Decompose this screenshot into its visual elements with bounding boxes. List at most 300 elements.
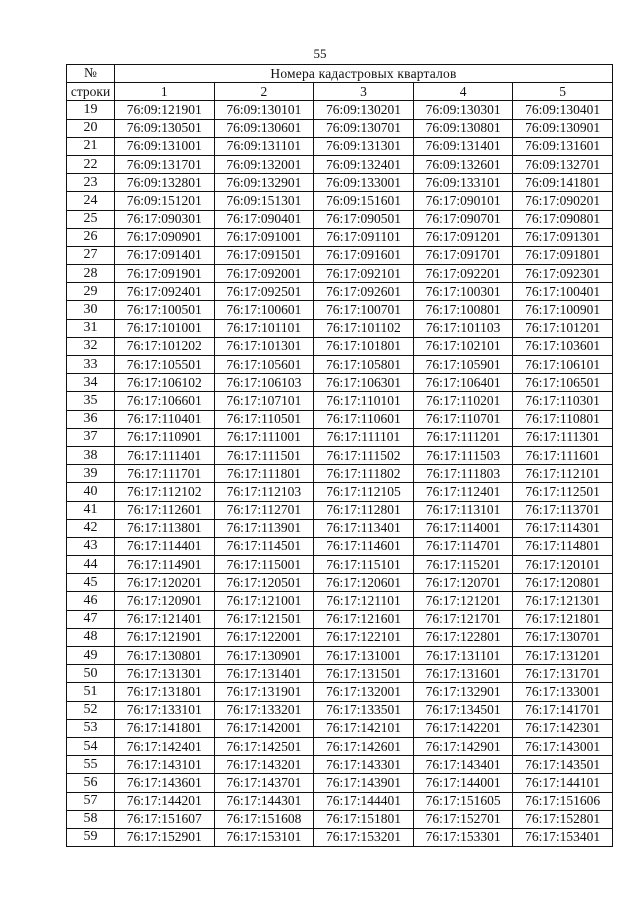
cadastral-numbers-header: Номера кадастровых кварталов	[115, 65, 613, 83]
cadastral-number-cell: 76:17:090501	[314, 210, 414, 228]
row-number-cell: 47	[67, 610, 115, 628]
cadastral-number-cell: 76:17:110901	[115, 428, 215, 446]
row-number-cell: 55	[67, 756, 115, 774]
cadastral-number-cell: 76:17:092101	[314, 265, 414, 283]
cadastral-number-cell: 76:17:111801	[214, 465, 314, 483]
cadastral-number-cell: 76:17:120901	[115, 592, 215, 610]
column-header: 1	[115, 83, 215, 101]
cadastral-number-cell: 76:17:091201	[413, 228, 513, 246]
cadastral-quarters-table	[66, 64, 613, 847]
cadastral-number-cell: 76:17:142201	[413, 719, 513, 737]
table-row	[67, 537, 613, 555]
cadastral-number-cell: 76:09:133001	[314, 174, 414, 192]
cadastral-number-cell: 76:17:142001	[214, 719, 314, 737]
cadastral-number-cell: 76:17:143601	[115, 774, 215, 792]
cadastral-number-cell: 76:17:143001	[513, 737, 613, 755]
cadastral-number-cell: 76:17:114301	[513, 519, 613, 537]
cadastral-number-cell: 76:17:101001	[115, 319, 215, 337]
row-number-cell: 46	[67, 592, 115, 610]
cadastral-number-cell: 76:17:114001	[413, 519, 513, 537]
table-row	[67, 774, 613, 792]
cadastral-number-cell: 76:17:101103	[413, 319, 513, 337]
cadastral-number-cell: 76:17:112101	[513, 465, 613, 483]
cadastral-number-cell: 76:17:121701	[413, 610, 513, 628]
row-number-cell: 38	[67, 446, 115, 464]
cadastral-number-cell: 76:17:112102	[115, 483, 215, 501]
cadastral-number-cell: 76:17:131601	[413, 665, 513, 683]
row-number-cell: 31	[67, 319, 115, 337]
table-row	[67, 283, 613, 301]
cadastral-number-cell: 76:09:130401	[513, 101, 613, 119]
cadastral-number-cell: 76:17:130901	[214, 647, 314, 665]
cadastral-number-cell: 76:17:092601	[314, 283, 414, 301]
cadastral-number-cell: 76:17:151801	[314, 810, 414, 828]
row-number-cell: 33	[67, 356, 115, 374]
cadastral-number-cell: 76:17:143101	[115, 756, 215, 774]
cadastral-number-cell: 76:17:143201	[214, 756, 314, 774]
cadastral-number-cell: 76:17:133001	[513, 683, 613, 701]
cadastral-number-cell: 76:17:114501	[214, 537, 314, 555]
row-number-cell: 29	[67, 283, 115, 301]
cadastral-number-cell: 76:17:151608	[214, 810, 314, 828]
table-header	[67, 65, 613, 101]
row-number-cell: 32	[67, 337, 115, 355]
row-number-cell: 20	[67, 119, 115, 137]
cadastral-number-cell: 76:09:151601	[314, 192, 414, 210]
cadastral-number-cell: 76:17:106103	[214, 374, 314, 392]
row-number-cell: 24	[67, 192, 115, 210]
cadastral-number-cell: 76:17:130801	[115, 647, 215, 665]
cadastral-number-cell: 76:17:153301	[413, 828, 513, 846]
row-number-cell: 53	[67, 719, 115, 737]
table-row	[67, 628, 613, 646]
table-row	[67, 410, 613, 428]
cadastral-number-cell: 76:17:143401	[413, 756, 513, 774]
cadastral-number-cell: 76:17:111601	[513, 446, 613, 464]
cadastral-number-cell: 76:09:130701	[314, 119, 414, 137]
cadastral-number-cell: 76:17:131201	[513, 647, 613, 665]
cadastral-number-cell: 76:17:132901	[413, 683, 513, 701]
cadastral-number-cell: 76:17:092001	[214, 265, 314, 283]
cadastral-number-cell: 76:17:121301	[513, 592, 613, 610]
cadastral-number-cell: 76:17:114601	[314, 537, 414, 555]
cadastral-number-cell: 76:17:120201	[115, 574, 215, 592]
cadastral-number-cell: 76:17:112401	[413, 483, 513, 501]
table-row	[67, 192, 613, 210]
cadastral-number-cell: 76:09:131401	[413, 137, 513, 155]
row-number-cell: 50	[67, 665, 115, 683]
table-row	[67, 301, 613, 319]
cadastral-number-cell: 76:17:110601	[314, 410, 414, 428]
cadastral-number-cell: 76:09:132701	[513, 155, 613, 173]
cadastral-number-cell: 76:17:131701	[513, 665, 613, 683]
cadastral-number-cell: 76:17:111301	[513, 428, 613, 446]
cadastral-number-cell: 76:09:130901	[513, 119, 613, 137]
cadastral-number-cell: 76:17:111803	[413, 465, 513, 483]
cadastral-number-cell: 76:17:113901	[214, 519, 314, 537]
row-number-cell: 43	[67, 537, 115, 555]
table-row	[67, 719, 613, 737]
cadastral-number-cell: 76:17:120601	[314, 574, 414, 592]
row-number-cell: 42	[67, 519, 115, 537]
cadastral-number-cell: 76:17:144201	[115, 792, 215, 810]
cadastral-number-cell: 76:09:130101	[214, 101, 314, 119]
table-row	[67, 556, 613, 574]
row-number-cell: 51	[67, 683, 115, 701]
table-row	[67, 483, 613, 501]
table-row	[67, 501, 613, 519]
cadastral-number-cell: 76:17:090401	[214, 210, 314, 228]
cadastral-number-cell: 76:17:092301	[513, 265, 613, 283]
cadastral-number-cell: 76:17:121801	[513, 610, 613, 628]
cadastral-number-cell: 76:09:131001	[115, 137, 215, 155]
table-row	[67, 828, 613, 846]
table-row	[67, 174, 613, 192]
cadastral-number-cell: 76:09:151301	[214, 192, 314, 210]
cadastral-number-cell: 76:09:130201	[314, 101, 414, 119]
table-row	[67, 137, 613, 155]
cadastral-number-cell: 76:17:142301	[513, 719, 613, 737]
cadastral-number-cell: 76:17:110501	[214, 410, 314, 428]
cadastral-number-cell: 76:17:121501	[214, 610, 314, 628]
cadastral-number-cell: 76:17:110401	[115, 410, 215, 428]
table-row	[67, 392, 613, 410]
cadastral-number-cell: 76:17:151606	[513, 792, 613, 810]
row-number-cell: 23	[67, 174, 115, 192]
cadastral-number-cell: 76:17:121001	[214, 592, 314, 610]
cadastral-number-cell: 76:17:105901	[413, 356, 513, 374]
table-row	[67, 428, 613, 446]
table-row	[67, 374, 613, 392]
cadastral-number-cell: 76:17:110801	[513, 410, 613, 428]
cadastral-number-cell: 76:17:143501	[513, 756, 613, 774]
row-number-cell: 21	[67, 137, 115, 155]
cadastral-number-cell: 76:17:143701	[214, 774, 314, 792]
cadastral-number-cell: 76:17:111201	[413, 428, 513, 446]
cadastral-number-cell: 76:17:114701	[413, 537, 513, 555]
row-number-cell: 25	[67, 210, 115, 228]
cadastral-number-cell: 76:17:122801	[413, 628, 513, 646]
cadastral-number-cell: 76:17:100601	[214, 301, 314, 319]
cadastral-number-cell: 76:17:106102	[115, 374, 215, 392]
table-row	[67, 228, 613, 246]
cadastral-number-cell: 76:17:133501	[314, 701, 414, 719]
cadastral-number-cell: 76:17:090101	[413, 192, 513, 210]
table-row	[67, 337, 613, 355]
cadastral-number-cell: 76:17:112105	[314, 483, 414, 501]
cadastral-number-cell: 76:09:132801	[115, 174, 215, 192]
cadastral-number-cell: 76:17:101202	[115, 337, 215, 355]
cadastral-number-cell: 76:17:141701	[513, 701, 613, 719]
cadastral-number-cell: 76:17:111503	[413, 446, 513, 464]
row-number-cell: 45	[67, 574, 115, 592]
cadastral-number-cell: 76:09:132001	[214, 155, 314, 173]
cadastral-number-cell: 76:09:132401	[314, 155, 414, 173]
row-number-cell: 19	[67, 101, 115, 119]
cadastral-number-cell: 76:17:131101	[413, 647, 513, 665]
cadastral-number-cell: 76:17:115101	[314, 556, 414, 574]
cadastral-number-cell: 76:17:111802	[314, 465, 414, 483]
cadastral-number-cell: 76:17:111001	[214, 428, 314, 446]
cadastral-number-cell: 76:17:144401	[314, 792, 414, 810]
cadastral-number-cell: 76:17:121201	[413, 592, 513, 610]
cadastral-number-cell: 76:17:144101	[513, 774, 613, 792]
table-row	[67, 210, 613, 228]
table-row	[67, 574, 613, 592]
table-row	[67, 592, 613, 610]
cadastral-number-cell: 76:17:106401	[413, 374, 513, 392]
cadastral-number-cell: 76:17:121401	[115, 610, 215, 628]
cadastral-number-cell: 76:17:091801	[513, 246, 613, 264]
cadastral-number-cell: 76:17:142901	[413, 737, 513, 755]
row-number-cell: 52	[67, 701, 115, 719]
cadastral-number-cell: 76:17:142101	[314, 719, 414, 737]
row-number-cell: 37	[67, 428, 115, 446]
table-row	[67, 810, 613, 828]
cadastral-number-cell: 76:17:105501	[115, 356, 215, 374]
cadastral-number-cell: 76:17:090701	[413, 210, 513, 228]
cadastral-number-cell: 76:17:120701	[413, 574, 513, 592]
cadastral-number-cell: 76:17:112801	[314, 501, 414, 519]
cadastral-number-cell: 76:17:142401	[115, 737, 215, 755]
cadastral-number-cell: 76:17:091601	[314, 246, 414, 264]
page-number: 55	[313, 46, 327, 61]
cadastral-number-cell: 76:17:101102	[314, 319, 414, 337]
row-number-cell: 35	[67, 392, 115, 410]
cadastral-number-cell: 76:17:121601	[314, 610, 414, 628]
row-number-cell: 30	[67, 301, 115, 319]
column-header: 4	[413, 83, 513, 101]
cadastral-number-cell: 76:17:131501	[314, 665, 414, 683]
cadastral-number-cell: 76:17:111501	[214, 446, 314, 464]
row-number-cell: 34	[67, 374, 115, 392]
table-row	[67, 610, 613, 628]
cadastral-number-cell: 76:17:113701	[513, 501, 613, 519]
header-row-bottom	[67, 83, 613, 101]
table-row	[67, 792, 613, 810]
cadastral-number-cell: 76:17:110701	[413, 410, 513, 428]
cadastral-number-cell: 76:17:091501	[214, 246, 314, 264]
cadastral-number-cell: 76:17:131401	[214, 665, 314, 683]
cadastral-number-cell: 76:17:100501	[115, 301, 215, 319]
row-number-header-top: №	[67, 65, 115, 83]
cadastral-number-cell: 76:17:092201	[413, 265, 513, 283]
cadastral-number-cell: 76:17:130701	[513, 628, 613, 646]
cadastral-number-cell: 76:17:101801	[314, 337, 414, 355]
cadastral-number-cell: 76:17:105601	[214, 356, 314, 374]
table-row	[67, 519, 613, 537]
cadastral-number-cell: 76:17:144001	[413, 774, 513, 792]
cadastral-number-cell: 76:17:152701	[413, 810, 513, 828]
cadastral-number-cell: 76:17:131001	[314, 647, 414, 665]
cadastral-number-cell: 76:17:114401	[115, 537, 215, 555]
cadastral-number-cell: 76:17:131901	[214, 683, 314, 701]
table-row	[67, 701, 613, 719]
table-row	[67, 756, 613, 774]
table-row	[67, 665, 613, 683]
cadastral-number-cell: 76:17:134501	[413, 701, 513, 719]
cadastral-number-cell: 76:17:100701	[314, 301, 414, 319]
cadastral-number-cell: 76:09:131101	[214, 137, 314, 155]
cadastral-number-cell: 76:17:100401	[513, 283, 613, 301]
row-number-header-bottom: строки	[67, 83, 115, 101]
cadastral-number-cell: 76:17:100901	[513, 301, 613, 319]
cadastral-number-cell: 76:17:111502	[314, 446, 414, 464]
cadastral-number-cell: 76:09:121901	[115, 101, 215, 119]
cadastral-number-cell: 76:17:106101	[513, 356, 613, 374]
table-row	[67, 647, 613, 665]
table-row	[67, 356, 613, 374]
row-number-cell: 39	[67, 465, 115, 483]
cadastral-number-cell: 76:17:112601	[115, 501, 215, 519]
table-body	[67, 101, 613, 847]
table-row	[67, 246, 613, 264]
cadastral-number-cell: 76:17:132001	[314, 683, 414, 701]
cadastral-number-cell: 76:17:131801	[115, 683, 215, 701]
cadastral-number-cell: 76:17:110101	[314, 392, 414, 410]
table-row	[67, 265, 613, 283]
cadastral-number-cell: 76:17:092501	[214, 283, 314, 301]
cadastral-number-cell: 76:17:091001	[214, 228, 314, 246]
cadastral-number-cell: 76:09:151201	[115, 192, 215, 210]
row-number-cell: 54	[67, 737, 115, 755]
row-number-cell: 57	[67, 792, 115, 810]
row-number-cell: 59	[67, 828, 115, 846]
cadastral-number-cell: 76:17:106301	[314, 374, 414, 392]
row-number-cell: 48	[67, 628, 115, 646]
cadastral-number-cell: 76:17:091101	[314, 228, 414, 246]
table-row	[67, 737, 613, 755]
cadastral-number-cell: 76:09:130501	[115, 119, 215, 137]
cadastral-number-cell: 76:17:153401	[513, 828, 613, 846]
cadastral-number-cell: 76:17:142501	[214, 737, 314, 755]
table-row	[67, 683, 613, 701]
table-row	[67, 465, 613, 483]
cadastral-number-cell: 76:17:112501	[513, 483, 613, 501]
cadastral-number-cell: 76:17:131301	[115, 665, 215, 683]
cadastral-number-cell: 76:09:131301	[314, 137, 414, 155]
cadastral-number-cell: 76:17:115001	[214, 556, 314, 574]
cadastral-number-cell: 76:17:091901	[115, 265, 215, 283]
cadastral-number-cell: 76:17:090201	[513, 192, 613, 210]
cadastral-number-cell: 76:17:142601	[314, 737, 414, 755]
cadastral-number-cell: 76:17:111401	[115, 446, 215, 464]
cadastral-number-cell: 76:17:092401	[115, 283, 215, 301]
cadastral-number-cell: 76:17:100301	[413, 283, 513, 301]
cadastral-number-cell: 76:17:091401	[115, 246, 215, 264]
cadastral-number-cell: 76:17:101201	[513, 319, 613, 337]
row-number-cell: 40	[67, 483, 115, 501]
cadastral-number-cell: 76:17:113801	[115, 519, 215, 537]
cadastral-number-cell: 76:17:121101	[314, 592, 414, 610]
cadastral-number-cell: 76:17:143301	[314, 756, 414, 774]
cadastral-number-cell: 76:17:141801	[115, 719, 215, 737]
cadastral-number-cell: 76:17:111101	[314, 428, 414, 446]
cadastral-number-cell: 76:17:090901	[115, 228, 215, 246]
cadastral-number-cell: 76:09:130801	[413, 119, 513, 137]
cadastral-number-cell: 76:17:120501	[214, 574, 314, 592]
cadastral-number-cell: 76:17:091301	[513, 228, 613, 246]
cadastral-number-cell: 76:17:120801	[513, 574, 613, 592]
cadastral-number-cell: 76:17:151605	[413, 792, 513, 810]
cadastral-number-cell: 76:17:115201	[413, 556, 513, 574]
cadastral-number-cell: 76:09:132901	[214, 174, 314, 192]
cadastral-number-cell: 76:17:107101	[214, 392, 314, 410]
cadastral-number-cell: 76:17:091701	[413, 246, 513, 264]
cadastral-number-cell: 76:17:101101	[214, 319, 314, 337]
cadastral-number-cell: 76:17:133101	[115, 701, 215, 719]
cadastral-number-cell: 76:17:152901	[115, 828, 215, 846]
cadastral-number-cell: 76:17:122101	[314, 628, 414, 646]
cadastral-number-cell: 76:09:130301	[413, 101, 513, 119]
cadastral-number-cell: 76:17:106501	[513, 374, 613, 392]
row-number-cell: 56	[67, 774, 115, 792]
cadastral-number-cell: 76:17:111701	[115, 465, 215, 483]
cadastral-number-cell: 76:17:113401	[314, 519, 414, 537]
table-row	[67, 446, 613, 464]
cadastral-number-cell: 76:17:106601	[115, 392, 215, 410]
cadastral-number-cell: 76:17:122001	[214, 628, 314, 646]
cadastral-number-cell: 76:09:131701	[115, 155, 215, 173]
cadastral-number-cell: 76:17:110201	[413, 392, 513, 410]
table-row	[67, 119, 613, 137]
cadastral-number-cell: 76:17:105801	[314, 356, 414, 374]
cadastral-number-cell: 76:17:153101	[214, 828, 314, 846]
row-number-cell: 58	[67, 810, 115, 828]
cadastral-number-cell: 76:17:151607	[115, 810, 215, 828]
cadastral-number-cell: 76:17:110301	[513, 392, 613, 410]
cadastral-number-cell: 76:17:102101	[413, 337, 513, 355]
table-row	[67, 155, 613, 173]
cadastral-number-cell: 76:17:090301	[115, 210, 215, 228]
cadastral-number-cell: 76:17:112701	[214, 501, 314, 519]
row-number-cell: 44	[67, 556, 115, 574]
cadastral-number-cell: 76:17:112103	[214, 483, 314, 501]
cadastral-number-cell: 76:17:114801	[513, 537, 613, 555]
row-number-cell: 26	[67, 228, 115, 246]
cadastral-number-cell: 76:09:132601	[413, 155, 513, 173]
cadastral-number-cell: 76:17:114901	[115, 556, 215, 574]
cadastral-number-cell: 76:17:133201	[214, 701, 314, 719]
table-row	[67, 101, 613, 119]
cadastral-number-cell: 76:17:113101	[413, 501, 513, 519]
cadastral-number-cell: 76:17:100801	[413, 301, 513, 319]
cadastral-number-cell: 76:17:152801	[513, 810, 613, 828]
row-number-cell: 27	[67, 246, 115, 264]
cadastral-number-cell: 76:17:144301	[214, 792, 314, 810]
cadastral-number-cell: 76:17:103601	[513, 337, 613, 355]
cadastral-number-cell: 76:17:153201	[314, 828, 414, 846]
cadastral-number-cell: 76:09:133101	[413, 174, 513, 192]
cadastral-number-cell: 76:17:121901	[115, 628, 215, 646]
column-header: 3	[314, 83, 414, 101]
row-number-cell: 49	[67, 647, 115, 665]
table-row	[67, 319, 613, 337]
cadastral-number-cell: 76:17:101301	[214, 337, 314, 355]
cadastral-number-cell: 76:09:131601	[513, 137, 613, 155]
row-number-cell: 36	[67, 410, 115, 428]
header-row-top	[67, 65, 613, 83]
cadastral-number-cell: 76:17:143901	[314, 774, 414, 792]
cadastral-number-cell: 76:17:090801	[513, 210, 613, 228]
cadastral-number-cell: 76:09:130601	[214, 119, 314, 137]
column-header: 5	[513, 83, 613, 101]
row-number-cell: 28	[67, 265, 115, 283]
cadastral-number-cell: 76:09:141801	[513, 174, 613, 192]
row-number-cell: 41	[67, 501, 115, 519]
column-header: 2	[214, 83, 314, 101]
row-number-cell: 22	[67, 155, 115, 173]
